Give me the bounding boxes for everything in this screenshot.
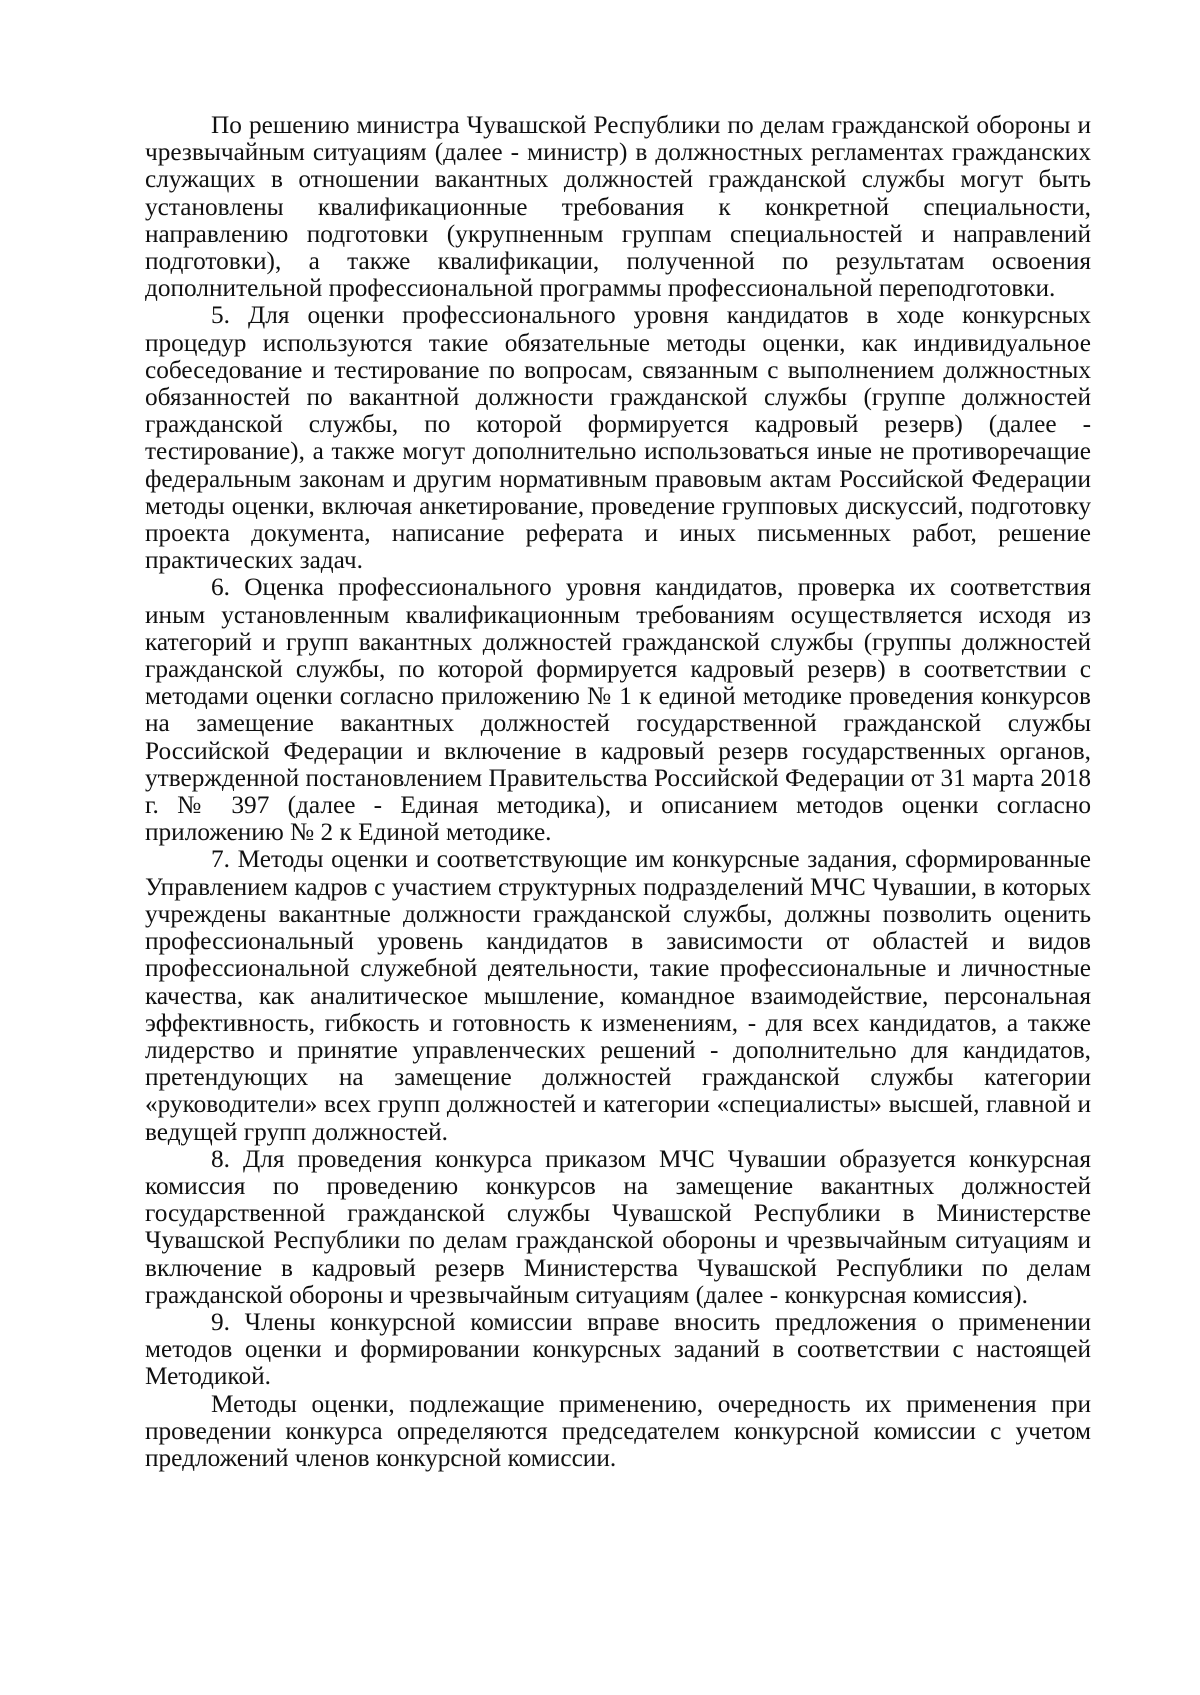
- document-body: [145, 112, 1091, 1472]
- paragraph-6: 6. Оценка профессионального уровня кандидатов, проверка их соответствия иным установленным квалификационным требованиям осуществляется исходя из категорий и групп вакантных должностей гражданской службы (группы должностей гражданской службы, по которой формируется кадровый резерв) в соответствии с методами оценки согласно приложению № 1 к единой методике проведения конкурсов на замещение вакантных должностей государственной гражданской службы Российской Федерации и включение в кадровый резерв государственных органов, утвержденной постановлением Правительства Российской Федерации от 31 марта 2018 г. № 397 (далее - Единая методика), и описанием методов оценки согласно приложению № 2 к Единой методике.: [145, 573, 1091, 847]
- paragraph-8: 8. Для проведения конкурса приказом МЧС Чувашии образуется конкурсная комиссия по проведению конкурсов на замещение вакантных должностей государственной гражданской службы Чувашской Республики в Министерстве Чувашской Республики по делам гражданской обороны и чрезвычайным ситуациям и включение в кадровый резерв Министерства Чувашской Республики по делам гражданской обороны и чрезвычайным ситуациям (далее - конкурсная комиссия).: [145, 1144, 1091, 1309]
- paragraph-final: Методы оценки, подлежащие применению, очередность их применения при проведении конкурса определяются председателем конкурсной комиссии с учетом предложений членов конкурсной комиссии.: [145, 1389, 1091, 1472]
- paragraph-7: 7. Методы оценки и соответствующие им конкурсные задания, сформированные Управлением кадров с участием структурных подразделений МЧС Чувашии, в которых учреждены вакантные должности гражданской службы, должны позволить оценить профессиональный уровень кандидатов в зависимости от областей и видов профессиональной служебной деятельности, такие профессиональные и личностные качества, как аналитическое мышление, командное взаимодействие, персональная эффективность, гибкость и готовность к изменениям, - для всех кандидатов, а также лидерство и принятие управленческих решений - дополнительно для кандидатов, претендующих на замещение должностей гражданской службы категории «руководители» всех групп должностей и категории «специалисты» высшей, главной и ведущей групп должностей.: [145, 845, 1091, 1146]
- paragraph-5: 5. Для оценки профессионального уровня кандидатов в ходе конкурсных процедур используются такие обязательные методы оценки, как индивидуальное собеседование и тестирование по вопросам, связанным с выполнением должностных обязанностей по вакантной должности гражданской службы (группе должностей гражданской службы, по которой формируется кадровый резерв) (далее - тестирование), а также могут дополнительно использоваться иные не противоречащие федеральным законам и другим нормативным правовым актам Российской Федерации методы оценки, включая анкетирование, проведение групповых дискуссий, подготовку проекта документа, написание реферата и иных письменных работ, решение практических задач.: [145, 301, 1091, 575]
- paragraph-9: 9. Члены конкурсной комиссии вправе вносить предложения о применении методов оценки и формировании конкурсных заданий в соответствии с настоящей Методикой.: [145, 1307, 1091, 1391]
- paragraph-intro: По решению министра Чувашской Республики по делам гражданской обороны и чрезвычайным ситуациям (далее - министр) в должностных регламентах гражданских служащих в отношении вакантных должностей гражданской службы могут быть установлены квалификационные требования к конкретной специальности, направлению подготовки (укрупненным группам специальностей и направлений подготовки), а также квалификации, полученной по результатам освоения дополнительной профессиональной программы профессиональной переподготовки.: [145, 111, 1091, 303]
